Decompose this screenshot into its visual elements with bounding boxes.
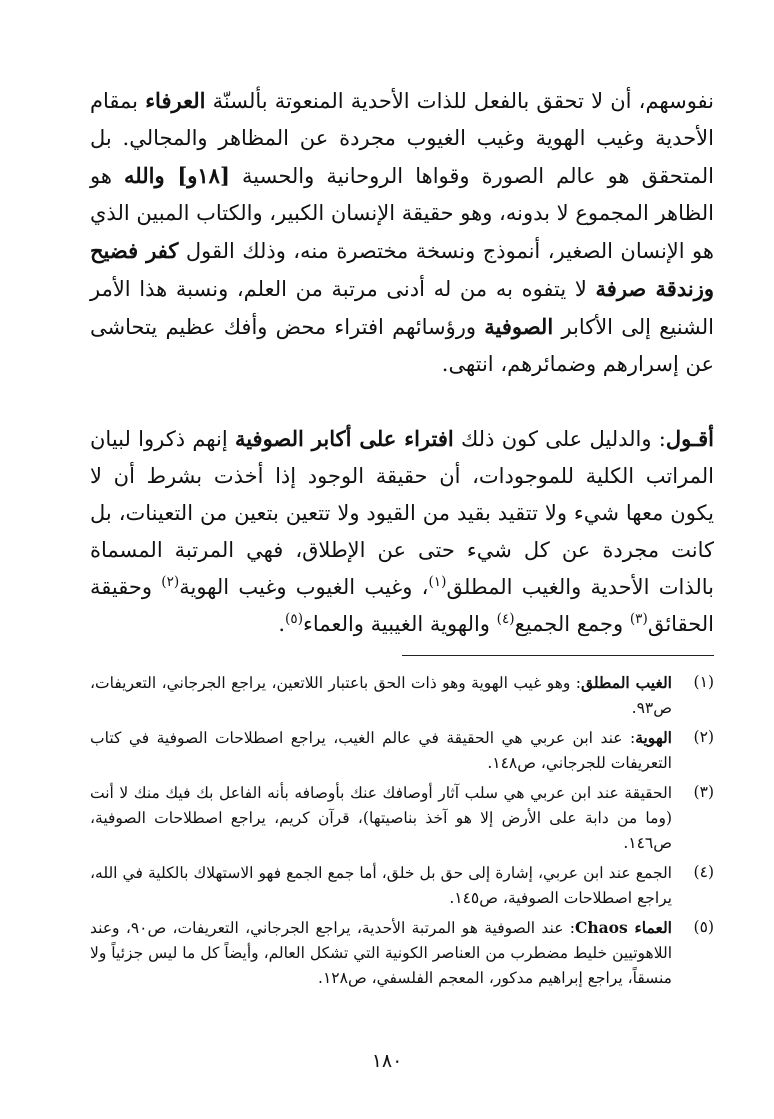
bold-term: [١٨و] والله — [124, 163, 230, 188]
footnote-content: الحقيقة عند ابن عربي هي سلب آثار أوصافك عنك بأوصافه بأنه الفاعل بك فيك منك لا أنت (وما من دابة على الأرض إلا هو آخذ بناصيتها)، قرآن كريم، يراجع اصطلاحات الصوفية، ص١٤٦. — [90, 784, 672, 852]
paragraph-spacer — [90, 383, 714, 420]
footnote-ref: (٤) — [496, 611, 515, 627]
text-run: إنهم ذكروا لبيان المراتب الكلية للموجودات، أن حقيقة الوجود إذا أخذت بشرط أن لا يكون معها شيء ولا تتقيد بقيد من القيود ولا تتعين بتعين من التعينات، بل كانت مجردة عن كل شيء حتى عن الإطلاق، فهي المرتبة المسماة بالذات الأحدية والغيب المطلق — [90, 427, 714, 599]
text-run: ، وغيب الغيوب وغيب الهوية — [179, 575, 429, 599]
footnote-number: (٢) — [693, 728, 714, 746]
page-body — [90, 82, 714, 995]
footnote-5 — [90, 915, 714, 991]
footnote-3 — [90, 780, 714, 856]
paragraph-2 — [90, 420, 714, 643]
text-run: ورؤسائهم افتراء محض وأفك عظيم يتحاشى عن إسرارهم وضمائرهم، انتهى. — [90, 315, 714, 376]
paragraph-1 — [90, 82, 714, 383]
footnote-number: (٣) — [693, 783, 714, 801]
footnote-content: : عند الصوفية هو المرتبة الأحدية، يراجع الجرجاني، التعريفات، ص٩٠، وعند اللاهوتيين خليط مضطرب من العناصر الكونية التي تشكل العالم، وأيضاً كل ما ليس جزئياً ولا منسقاً، يراجع إبراهيم مدكور، المعجم الفلسفي، ص١٢٨. — [90, 919, 672, 987]
footnote-text — [90, 860, 672, 911]
footnote-term: الغيب المطلق — [580, 673, 672, 692]
text-run: نفوسهم، أن لا تحقق بالفعل للذات الأحدية المنعوتة بألسنّة — [205, 89, 715, 113]
footnote-ref: (٢) — [161, 574, 180, 590]
text-run: هو الظاهر المجموع لا بدونه، وهو حقيقة الإنسان الكبير، والكتاب المبين الذي هو الإنسان الصغير، أنموذج ونسخة مختصرة منه، وذلك القول — [90, 164, 714, 263]
footnote-text — [90, 780, 672, 856]
footnote-2 — [90, 725, 714, 776]
footnotes — [90, 670, 714, 991]
text-run: وجمع الجميع — [514, 612, 630, 636]
footnote-term: الهوية — [635, 728, 672, 747]
footnote-ref: (١) — [428, 574, 447, 590]
text-run: والهوية الغيبية والعماء — [303, 612, 497, 636]
page-number: ١٨٠ — [371, 1050, 403, 1072]
footnote-1 — [90, 670, 714, 721]
footnote-content: : وهو غيب الهوية وهو ذات الحق باعتبار اللاتعين، يراجع الجرجاني، التعريفات، ص٩٣. — [90, 674, 672, 717]
footnote-content: : عند ابن عربي هي الحقيقة في عالم الغيب، يراجع اصطلاحات الصوفية في كتاب التعريفات للجرجاني، ص١٤٨. — [90, 729, 672, 772]
text-run: وحقيقة الحقائق — [90, 575, 714, 636]
footnote-divider — [402, 655, 714, 656]
footnote-number: (٥) — [693, 918, 714, 936]
footnote-text — [90, 725, 672, 776]
footnote-text — [90, 670, 672, 721]
text-run: بمقام الأحدية وغيب الهوية وغيب الغيوب مجردة عن المظاهر والمجالي. بل المتحقق هو عالم الصورة وقواها الروحانية والحسية — [90, 89, 714, 188]
footnote-ref: (٣) — [629, 611, 648, 627]
bold-term: افتراء على أكابر الصوفية — [234, 426, 454, 451]
text-run: لا يتفوه به من له أدنى مرتبة من العلم، ونسبة هذا الأمر الشنيع إلى الأكابر — [90, 277, 714, 339]
text-run: . — [278, 612, 286, 636]
bold-term: كفر فضيح وزندقة صرفة — [90, 238, 714, 301]
bold-term: العرفاء — [145, 88, 206, 113]
footnote-content: الجمع عند ابن عربي، إشارة إلى حق بل خلق، أما جمع الجمع فهو الاستهلاك بالكلية في الله، يراجع اصطلاحات الصوفية، ص١٤٥. — [90, 864, 672, 907]
bold-term: الصوفية — [484, 314, 554, 339]
footnote-4 — [90, 860, 714, 911]
footnote-term: العماء Chaos — [575, 918, 672, 937]
footnote-text — [90, 915, 672, 991]
bold-term: أقـول — [665, 426, 714, 451]
footnote-ref: (٥) — [285, 611, 304, 627]
text-run: : والدليل على كون ذلك — [453, 427, 666, 451]
footnote-number: (١) — [693, 673, 714, 691]
footnote-number: (٤) — [693, 863, 714, 881]
